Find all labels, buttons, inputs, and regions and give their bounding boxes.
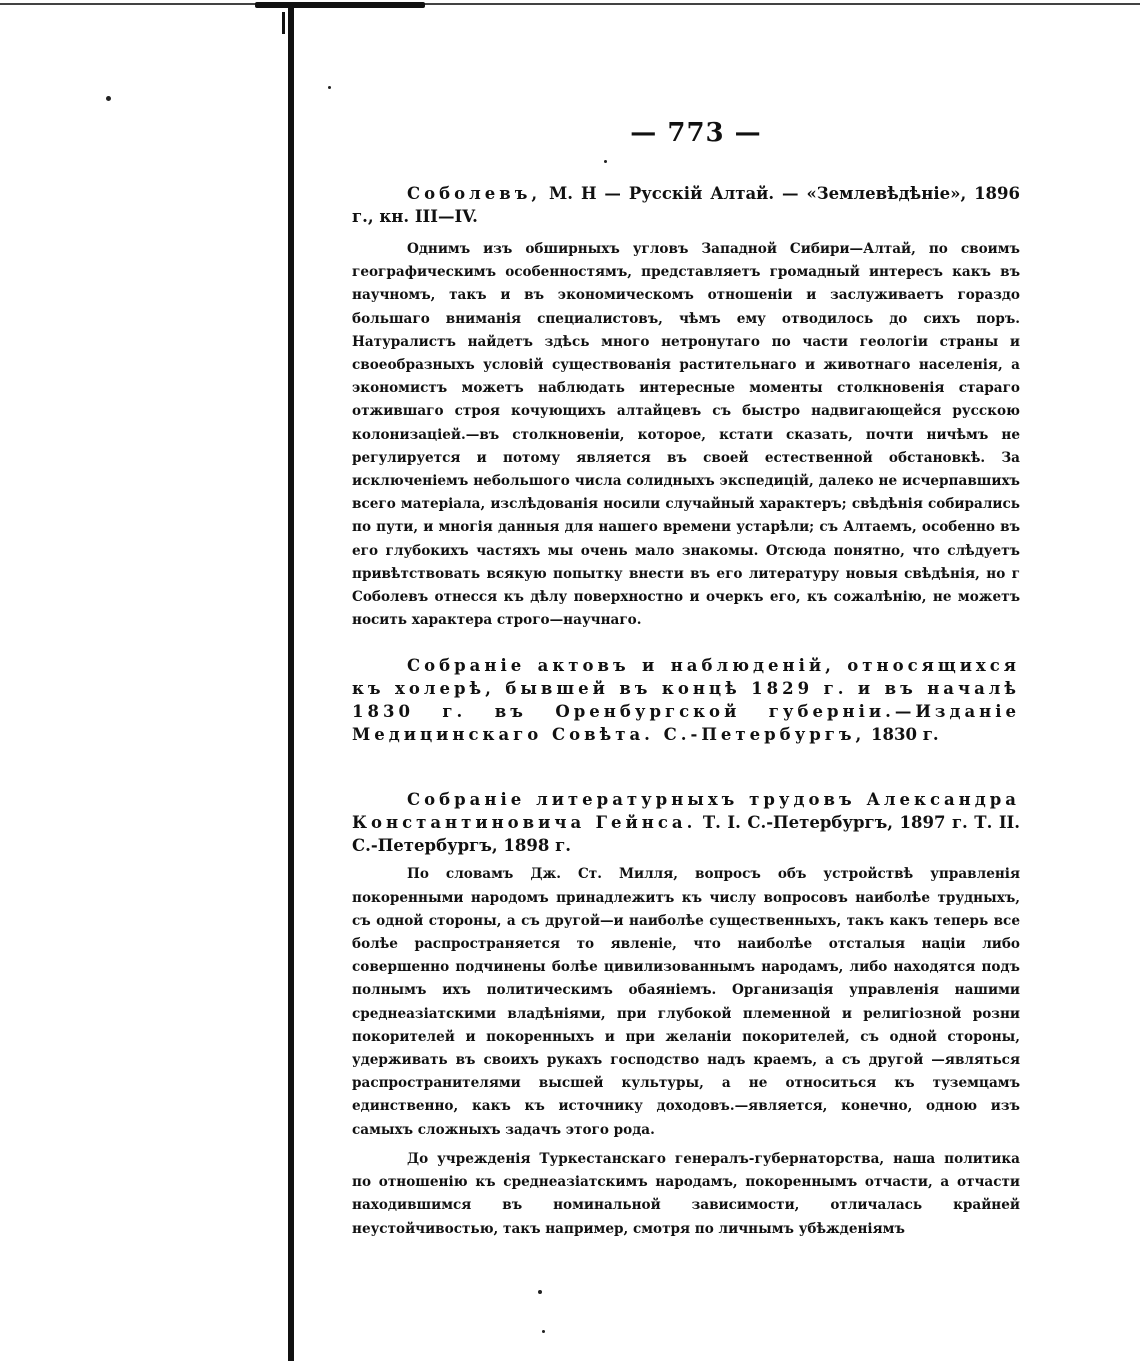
scan-top-edge	[0, 3, 1140, 5]
binding-gutter-line	[288, 4, 294, 1361]
document-page	[352, 118, 1020, 1241]
entry-paragraph: До учрежденія Туркестанскаго генералъ-губернаторства, наша политика по отношенію къ среднеазіатскимъ народамъ, покореннымъ отчасти, а отчасти находившимся въ номинальной зависимости, отличалась крайней неустойчивостью, такъ например, смотря по личнымъ убѣжденіямъ	[352, 1150, 1020, 1237]
page-number: — 773 —	[630, 118, 762, 148]
entry-heading-title: М. Н — Русскій Алтай. — «Землевѣдѣніе», 1896 г., кн. III—IV.	[352, 184, 1020, 226]
binding-gutter-mark	[282, 12, 285, 34]
entry-heading	[352, 788, 1020, 857]
entry-heading	[352, 182, 1020, 228]
entry-heading-author: Соболевъ,	[407, 184, 542, 203]
scan-top-edge-thick	[255, 2, 425, 8]
entry-heading-volumes: Т. I. С.-Петербургъ, 1897 г. Т. II. С.-Петербургъ, 1898 г.	[352, 813, 1021, 856]
scan-speck	[328, 86, 331, 89]
entry-paragraph: По словамъ Дж. Ст. Милля, вопросъ объ устройствѣ управленія покоренными народомъ принадлежитъ къ числу вопросовъ наиболѣе трудныхъ, съ одной стороны, а съ другой—и наиболѣе существенныхъ, такъ какъ теперь все болѣе распространяется то явленіе, что наиболѣе отсталыя націи либо совершенно подчинены болѣе цивилизованнымъ народамъ, либо находятся подъ полнымъ ихъ политическимъ обаяніемъ. Организація управленія нашими среднеазіатскими владѣніями, при глубокой племенной и религіозной розни покорителей и покоренныхъ и при желаніи покорителей, съ одной стороны, удерживать въ своихъ рукахъ господство надъ краемъ, а съ другой —являться распространителями высшей культуры, а не относиться къ туземцамъ единственно, какъ къ источнику доходовъ.—является, конечно, одною изъ самыхъ сложныхъ задачъ этого рода.	[352, 866, 1020, 1138]
entry-heading-title: Собраніе актовъ и наблюденій, относящихся къ холерѣ, бывшей въ концѣ 1829 г. и въ началѣ 1830 г. въ Оренбургской губерніи.—Изданіе Медицинскаго Совѣта. С.-Петербургъ,	[352, 656, 1020, 745]
entry-heading-title: Собраніе литературныхъ трудовъ Александра Константиновича Гейнса.	[352, 790, 1020, 833]
scan-speck	[106, 96, 111, 101]
bibliography-entry	[352, 654, 1020, 746]
entry-paragraph: Однимъ изъ обширныхъ угловъ Западной Сибири—Алтай, по своимъ географическимъ особенностямъ, представляетъ громадный интересъ какъ въ научномъ, такъ и въ экономическомъ отношеніи и заслуживаетъ гораздо большаго вниманія специалистовъ, чѣмъ ему отводилось до сихъ поръ. Натуралистъ найдетъ здѣсь много нетронутаго по части геологіи страны и своеобразныхъ условій существованія растительнаго и животнаго населенія, а экономистъ можетъ наблюдать интересные моменты столкновенія стараго отжившаго строя кочующихъ алтайцевъ съ быстро надвигающейся русскою колонизаціей.—въ столкновеніи, которое, кстати сказать, почти ничѣмъ не регулируется и потому является въ своей естественной обстановкѣ. За исключеніемъ небольшого числа солидныхъ экспедицій, далеко не исчерпавшихъ всего матеріала, изслѣдованія носили случайный характеръ; свѣдѣнія собирались по пути, и многія данныя для нашего времени устарѣли; съ Алтаемъ, особенно въ его глубокихъ частяхъ мы очень мало знакомы. Отсюда понятно, что слѣдуетъ привѣтствовать всякую попытку внести въ его литературу новыя свѣдѣнія, но г Соболевъ отнесся къ дѣлу поверхностно и очеркъ его, къ сожалѣнію, не можетъ носить характера строго—научнаго.	[352, 241, 1020, 629]
entry-heading-year: 1830 г.	[865, 725, 939, 745]
scan-speck	[542, 1330, 545, 1333]
scan-speck	[538, 1290, 542, 1294]
bibliography-entry	[352, 788, 1020, 1240]
entry-heading	[352, 654, 1020, 746]
bibliography-entry	[352, 182, 1020, 632]
